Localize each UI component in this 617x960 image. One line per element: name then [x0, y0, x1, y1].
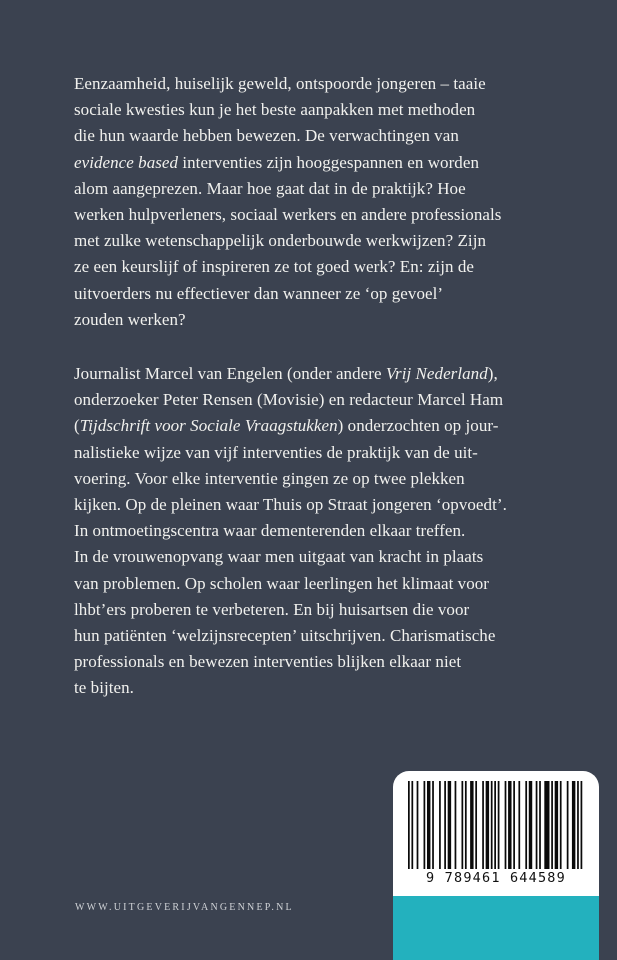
blurb-line: onderzoeker Peter Rensen (Movisie) en redacteur Marcel Ham: [74, 390, 504, 410]
barcode-bar: [581, 781, 583, 869]
blurb-line: die hun waarde hebben bewezen. De verwachtingen van: [74, 126, 459, 146]
barcode-bar: [408, 781, 410, 869]
barcode-bar: [505, 781, 507, 869]
barcode-bar: [572, 781, 575, 869]
blurb-line: alom aangeprezen. Maar hoe gaat dat in de praktijk? Hoe: [74, 178, 466, 198]
barcode-bar: [475, 781, 477, 869]
barcode-bar: [536, 781, 538, 869]
barcode-bar: [491, 781, 493, 869]
blurb-line: Eenzaamheid, huiselijk geweld, ontspoorde jongeren – taaie: [74, 74, 486, 93]
barcode-bar: [444, 781, 446, 869]
barcode-bar: [482, 781, 484, 869]
barcode-bar: [427, 781, 430, 869]
barcode-bar: [411, 781, 413, 869]
barcode-bar: [470, 781, 473, 869]
blurb-line: kijken. Op de pleinen waar Thuis op Straat jongeren ‘opvoedt’.: [74, 495, 507, 515]
blurb-text: ),: [487, 364, 498, 383]
barcode-bar: [508, 781, 511, 869]
blurb-paragraph-2: [74, 361, 574, 702]
blurb-text: (: [74, 416, 80, 436]
barcode-bar: [465, 781, 467, 869]
barcode-bar: [424, 781, 426, 869]
blurb-line: sociale kwesties kun je het beste aanpakken met methoden: [74, 100, 476, 120]
isbn-barcode: [408, 781, 584, 869]
barcode-bar: [529, 781, 532, 869]
blurb-line: uitvoerders nu effectiever dan wanneer ze ‘op gevoel’: [74, 283, 444, 303]
blurb-line: In de vrouwenopvang waar men uitgaat van kracht in plaats: [74, 547, 484, 567]
barcode-bar: [494, 781, 496, 869]
barcode-card: [393, 771, 599, 896]
barcode-bar: [417, 781, 419, 869]
blurb-text: interventies zijn hooggespannen en worden: [178, 152, 479, 172]
teal-accent-block: [393, 896, 599, 960]
publisher-website: WWW.UITGEVERIJVANGENNEP.NL: [75, 902, 294, 913]
blurb-line: zouden werken?: [74, 309, 186, 329]
barcode-bar: [439, 781, 441, 869]
blurb-text: Journalist Marcel van Engelen (onder andere: [74, 364, 386, 383]
blurb-line: met zulke wetenschappelijk onderbouwde werkwijzen? Zijn: [74, 231, 487, 251]
barcode-bar: [544, 781, 549, 869]
blurb-line: voering. Voor elke interventie gingen ze op twee plekken: [74, 468, 465, 488]
blurb-line: nalistieke wijze van vijf interventies de praktijk van de uit-: [74, 442, 478, 462]
blurb-text: ) onderzochten op jour-: [337, 416, 499, 436]
blurb-line: van problemen. Op scholen waar leerlingen het klimaat voor: [74, 573, 490, 593]
barcode-bar: [577, 781, 579, 869]
blurb-line: In ontmoetingscentra waar dementerenden elkaar treffen.: [74, 521, 466, 541]
blurb-line: hun patiënten ‘welzijnsrecepten’ uitschrijven. Charismatische: [74, 626, 496, 646]
barcode-bar: [432, 781, 434, 869]
blurb-paragraph-1: [74, 71, 574, 333]
blurb-line: werken hulpverleners, sociaal werkers en andere professionals: [74, 205, 502, 225]
barcode-bar: [560, 781, 562, 869]
blurb-line: [74, 361, 574, 387]
barcode-bar: [551, 781, 553, 869]
barcode-bar: [498, 781, 500, 869]
isbn-number: 9 789461 644589: [426, 870, 566, 886]
blurb-line: lhbt’ers proberen te verbeteren. En bij huisartsen die voor: [74, 599, 470, 619]
blurb-line: professionals en bewezen interventies blijken elkaar niet: [74, 652, 462, 672]
barcode-bar: [567, 781, 569, 869]
barcode-bar: [539, 781, 541, 869]
barcode-bar: [461, 781, 463, 869]
blurb-italic: Vrij Nederland: [385, 364, 488, 383]
barcode-bar: [448, 781, 451, 869]
blurb-line: ze een keurslijf of inspireren ze tot goed werk? En: zijn de: [74, 257, 474, 277]
barcode-bar: [525, 781, 527, 869]
blurb-line: [74, 413, 574, 439]
barcode-bar: [518, 781, 520, 869]
barcode-bar: [513, 781, 515, 869]
barcode-bar: [455, 781, 457, 869]
blurb-line: te bijten.: [74, 678, 134, 698]
blurb-line: [74, 150, 574, 176]
barcode-bar: [486, 781, 489, 869]
blurb-italic: Tijdschrift voor Sociale Vraagstukken: [79, 416, 338, 436]
barcode-bar: [555, 781, 558, 869]
blurb-italic: evidence based: [74, 152, 179, 172]
